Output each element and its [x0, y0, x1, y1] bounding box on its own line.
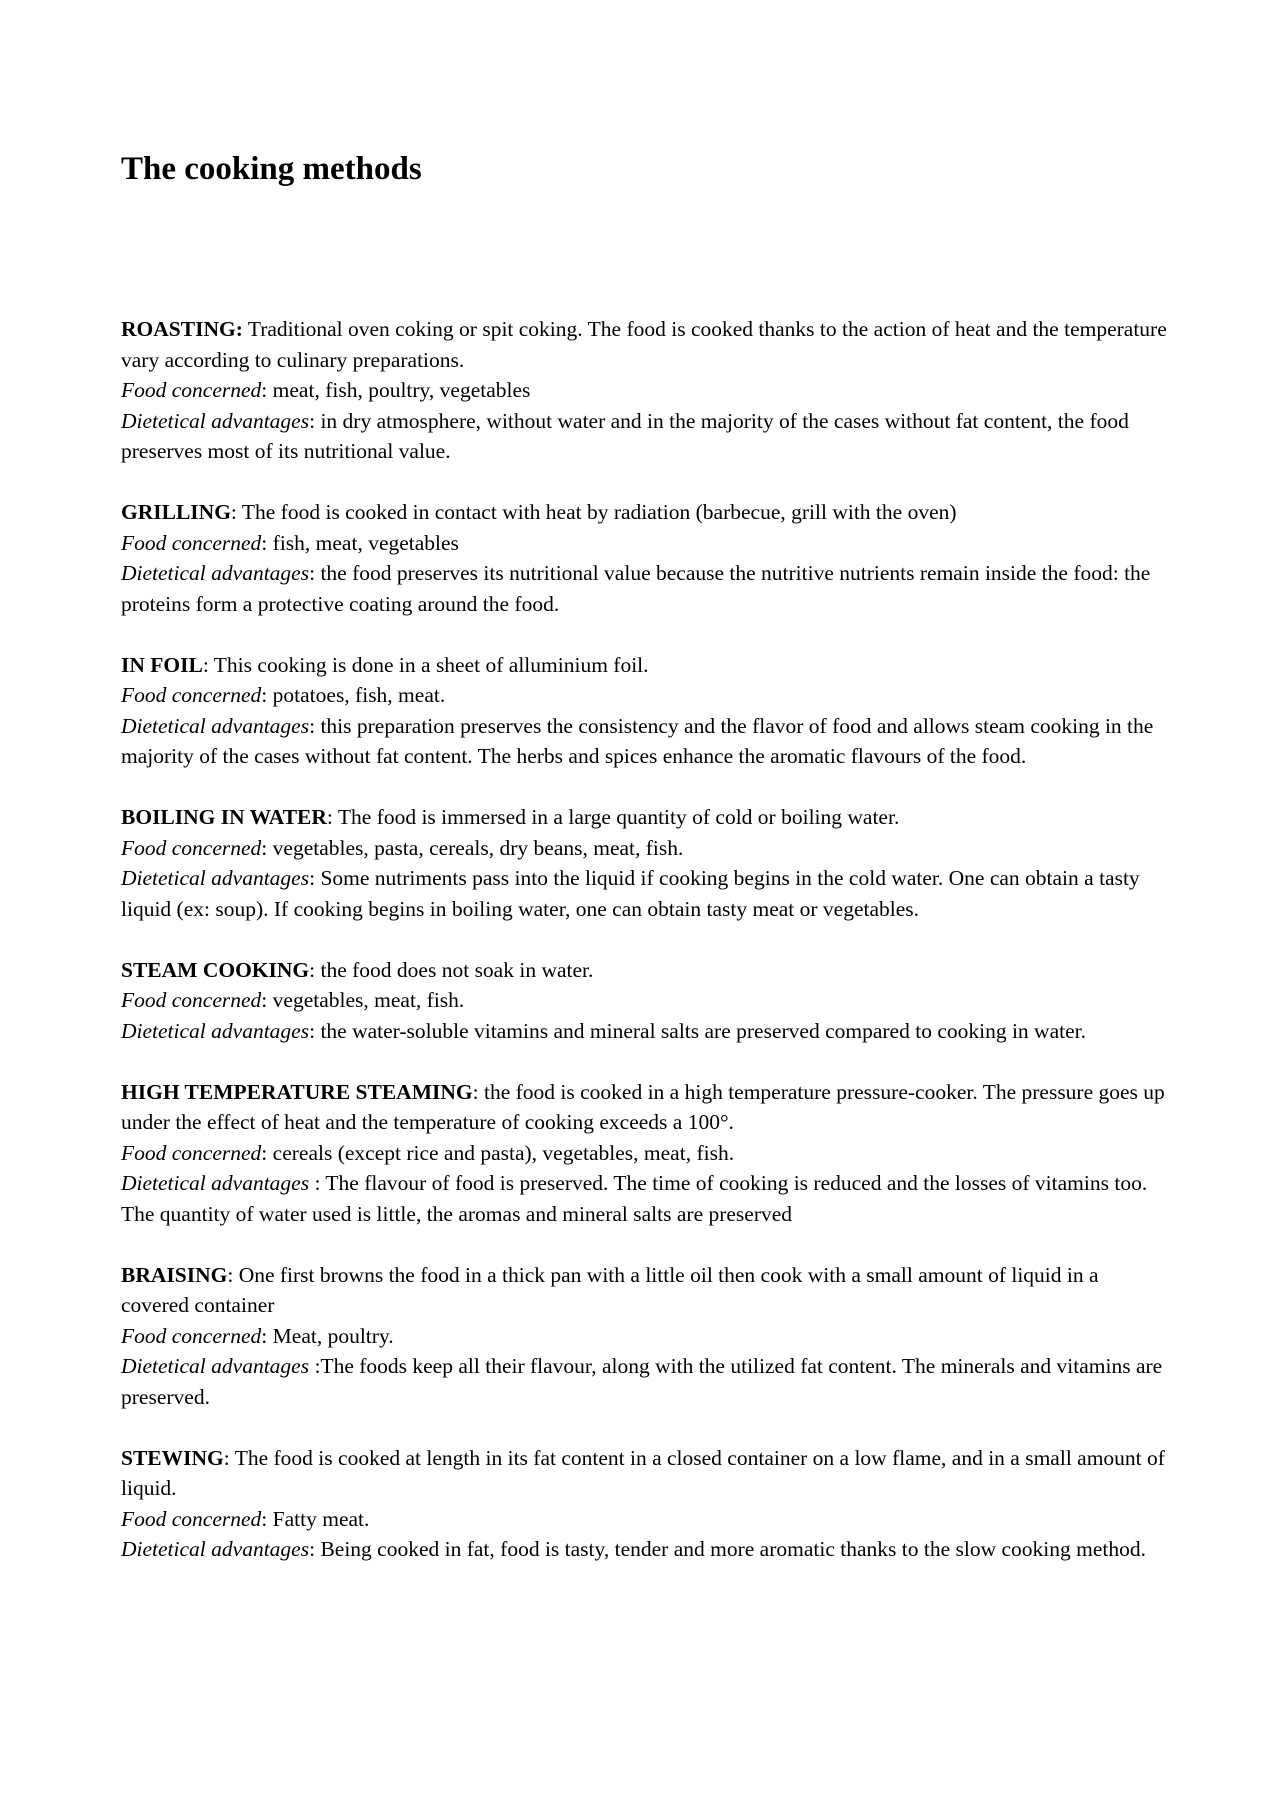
dietetical-advantages-line: [121, 1534, 1171, 1565]
method-name: HIGH TEMPERATURE STEAMING: [121, 1079, 473, 1104]
food-concerned-label: Food concerned: [121, 378, 262, 402]
food-concerned-value: vegetables, meat, fish.: [272, 988, 465, 1012]
food-concerned-separator: :: [261, 1506, 273, 1531]
cooking-method-section: [121, 650, 1171, 772]
food-concerned-line: [121, 1321, 1171, 1352]
dietetical-advantages-label: Dietetical advantages: [121, 866, 310, 890]
method-description-line: [121, 1443, 1171, 1504]
food-concerned-separator: :: [261, 1140, 273, 1165]
dietetical-advantages-label: Dietetical advantages: [121, 1171, 310, 1195]
method-description-line: [121, 497, 1171, 528]
cooking-method-section: [121, 497, 1171, 619]
method-name: BRAISING: [121, 1262, 228, 1287]
dietetical-advantages-line: [121, 711, 1171, 772]
method-name: BOILING IN WATER: [121, 805, 327, 829]
dietetical-advantages-label: Dietetical advantages: [121, 561, 310, 585]
dietetical-advantages-separator: :: [309, 1018, 321, 1043]
food-concerned-value: vegetables, pasta, cereals, dry beans, meat, fish.: [272, 835, 684, 860]
method-description-line: [121, 1077, 1171, 1138]
dietetical-advantages-value: the water-soluble vitamins and mineral salts are preserved compared to cooking in water.: [320, 1018, 1086, 1043]
food-concerned-label: Food concerned: [121, 1323, 262, 1348]
method-description-line: [121, 1260, 1171, 1321]
cooking-methods-list: [121, 314, 1171, 1595]
dietetical-advantages-line: [121, 1016, 1171, 1047]
food-concerned-line: [121, 985, 1171, 1016]
food-concerned-value: cereals (except rice and pasta), vegetables, meat, fish.: [272, 1140, 735, 1165]
cooking-method-section: [121, 955, 1171, 1047]
method-description-line: [121, 802, 1171, 833]
dietetical-advantages-value: Some nutriments pass into the liquid if cooking begins in the cold water. One can obtain a tasty liquid (ex: soup). If cooking begins in boiling water, one can obtain tasty meat or vegetables.: [121, 866, 1140, 921]
dietetical-advantages-label: Dietetical advantages: [121, 1018, 310, 1043]
food-concerned-separator: :: [261, 530, 273, 555]
food-concerned-value: potatoes, fish, meat.: [272, 683, 446, 707]
method-name: GRILLING: [121, 500, 231, 524]
dietetical-advantages-value: The foods keep all their flavour, along with the utilized fat content. The minerals and vitamins are preserved.: [121, 1354, 1163, 1409]
dietetical-advantages-separator: :: [309, 1537, 321, 1561]
cooking-method-section: [121, 802, 1171, 924]
dietetical-advantages-line: [121, 1351, 1171, 1412]
method-description-line: [121, 314, 1171, 375]
food-concerned-line: [121, 1138, 1171, 1169]
dietetical-advantages-line: [121, 863, 1171, 924]
method-description: : the food is cooked in a high temperature pressure-cooker. The pressure goes up under the effect of heat and the temperature of cooking exceeds a 100°.: [121, 1079, 1165, 1134]
food-concerned-separator: :: [261, 378, 273, 402]
food-concerned-value: meat, fish, poultry, vegetables: [272, 378, 531, 402]
dietetical-advantages-value: this preparation preserves the consistency and the flavor of food and allows steam cooking in the majority of the cases without fat content. The herbs and spices enhance the aromatic flavours of the food.: [121, 713, 1154, 768]
dietetical-advantages-value: Being cooked in fat, food is tasty, tender and more aromatic thanks to the slow cooking method.: [320, 1537, 1147, 1561]
method-description: Traditional oven coking or spit coking. The food is cooked thanks to the action of heat and the temperature vary according to culinary preparations.: [121, 317, 1167, 372]
method-name: STEWING: [121, 1445, 224, 1470]
food-concerned-separator: :: [261, 1323, 273, 1348]
method-description: : The food is immersed in a large quantity of cold or boiling water.: [326, 805, 900, 829]
food-concerned-value: fish, meat, vegetables: [272, 530, 459, 555]
method-description-line: [121, 650, 1171, 681]
dietetical-advantages-line: [121, 1168, 1171, 1229]
cooking-method-section: [121, 1443, 1171, 1565]
cooking-method-section: [121, 1077, 1171, 1230]
method-description: : One first browns the food in a thick pan with a little oil then cook with a small amount of liquid in a covered container: [121, 1262, 1099, 1317]
dietetical-advantages-label: Dietetical advantages: [121, 713, 310, 738]
food-concerned-label: Food concerned: [121, 835, 262, 860]
dietetical-advantages-label: Dietetical advantages: [121, 408, 310, 433]
method-name: IN FOIL: [121, 652, 203, 677]
dietetical-advantages-value: the food preserves its nutritional value because the nutritive nutrients remain inside the food: the proteins form a protective coating around the food.: [121, 561, 1151, 616]
food-concerned-label: Food concerned: [121, 683, 262, 707]
page-title: The cooking methods: [121, 151, 422, 187]
dietetical-advantages-separator: :: [309, 713, 321, 738]
food-concerned-line: [121, 1504, 1171, 1535]
food-concerned-line: [121, 375, 1171, 406]
method-description: : The food is cooked in contact with heat by radiation (barbecue, grill with the oven): [230, 500, 957, 524]
method-description: : This cooking is done in a sheet of alluminium foil.: [202, 652, 649, 677]
dietetical-advantages-value: The flavour of food is preserved. The time of cooking is reduced and the losses of vitamins too. The quantity of water used is little, the aromas and mineral salts are preserved: [121, 1171, 1148, 1226]
cooking-method-section: [121, 314, 1171, 467]
method-description: : The food is cooked at length in its fat content in a closed container on a low flame, and in a small amount of liquid.: [121, 1445, 1165, 1500]
food-concerned-line: [121, 680, 1171, 711]
method-name: STEAM COOKING: [121, 957, 310, 982]
method-description: : the food does not soak in water.: [309, 957, 594, 982]
food-concerned-separator: :: [261, 835, 273, 860]
food-concerned-value: Meat, poultry.: [272, 1323, 394, 1348]
dietetical-advantages-separator: :: [309, 1171, 326, 1195]
dietetical-advantages-label: Dietetical advantages: [121, 1354, 310, 1378]
food-concerned-line: [121, 833, 1171, 864]
dietetical-advantages-label: Dietetical advantages: [121, 1537, 310, 1561]
food-concerned-label: Food concerned: [121, 988, 262, 1012]
method-name: ROASTING:: [121, 317, 243, 341]
dietetical-advantages-line: [121, 558, 1171, 619]
method-description-line: [121, 955, 1171, 986]
dietetical-advantages-separator: :: [309, 561, 321, 585]
food-concerned-separator: :: [261, 683, 273, 707]
food-concerned-label: Food concerned: [121, 1140, 262, 1165]
dietetical-advantages-separator: :: [309, 1354, 321, 1378]
food-concerned-separator: :: [261, 988, 273, 1012]
food-concerned-label: Food concerned: [121, 1506, 262, 1531]
dietetical-advantages-separator: :: [309, 866, 321, 890]
cooking-method-section: [121, 1260, 1171, 1413]
dietetical-advantages-line: [121, 406, 1171, 467]
food-concerned-value: Fatty meat.: [272, 1506, 370, 1531]
dietetical-advantages-separator: :: [309, 408, 321, 433]
food-concerned-line: [121, 528, 1171, 559]
food-concerned-label: Food concerned: [121, 530, 262, 555]
dietetical-advantages-value: in dry atmosphere, without water and in the majority of the cases without fat content, the food preserves most of its nutritional value.: [121, 408, 1129, 463]
